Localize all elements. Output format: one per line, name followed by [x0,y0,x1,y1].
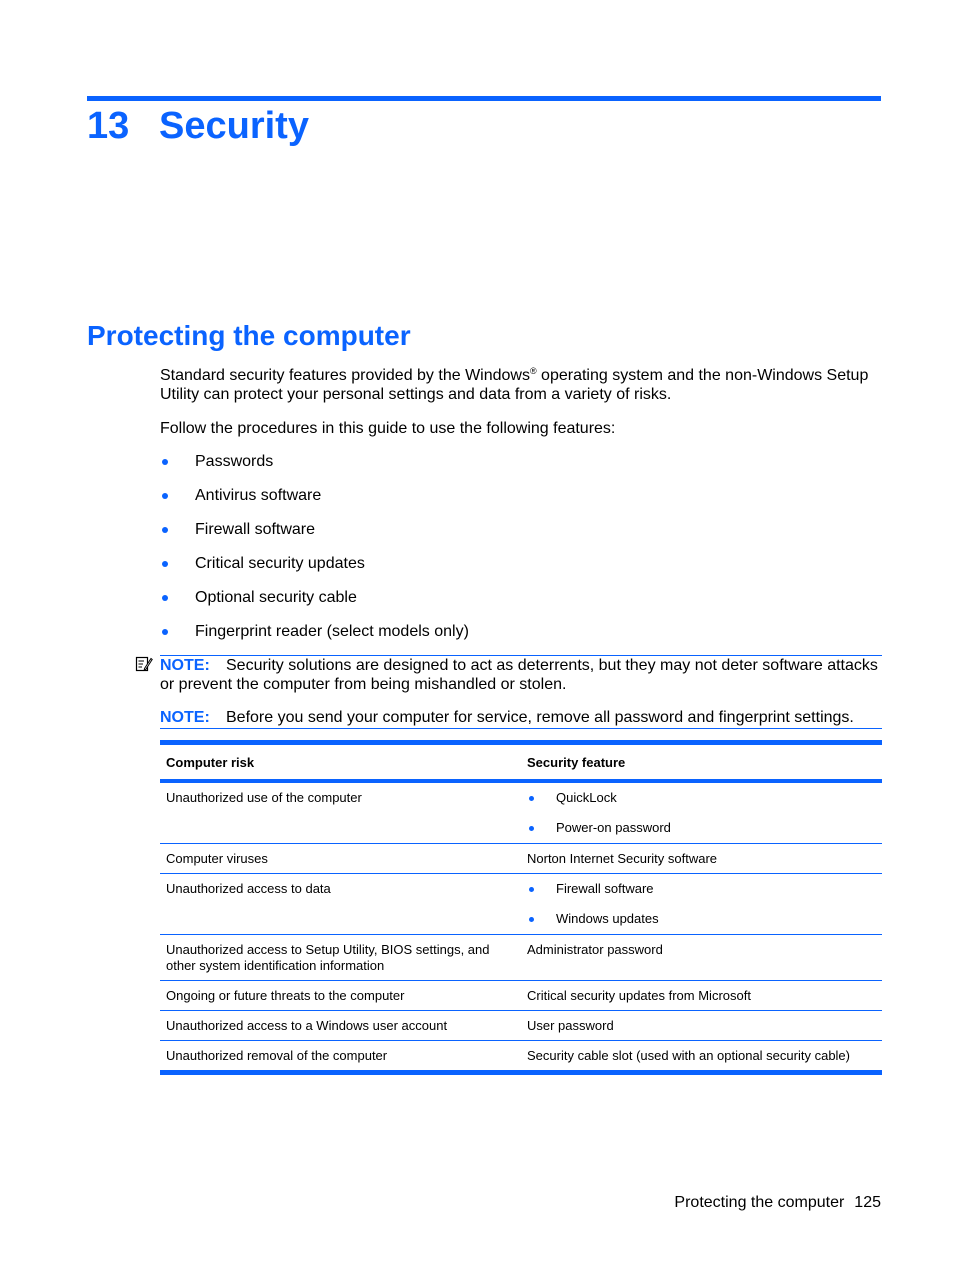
feature-label: Passwords [195,453,274,470]
feature-cell-label: Windows updates [556,911,659,926]
bullet-icon [162,595,168,601]
intro-paragraph [160,366,882,404]
intro-text-start: Standard security features provided by the Windows [160,367,530,384]
bullet-icon [162,629,168,635]
feature-cell-item [527,790,876,820]
feature-cell-item [527,881,876,911]
feature-cell: Critical security updates from Microsoft [527,988,751,1003]
bullet-icon [162,459,168,465]
footer-section: Protecting the computer [674,1194,845,1211]
feature-label: Fingerprint reader (select models only) [195,623,469,640]
feature-cell-label: QuickLock [556,790,617,805]
risk-cell: Ongoing or future threats to the computer [166,988,405,1003]
feature-cell: Norton Internet Security software [527,851,718,866]
chapter-title [87,102,309,150]
bullet-icon [529,917,534,922]
table-header-row [160,743,882,782]
note-security [160,655,882,694]
feature-cell [521,874,882,935]
note-pencil-icon [135,655,153,673]
risk-cell: Computer viruses [166,851,268,866]
feature-cell-list [527,881,876,928]
feature-label: Firewall software [195,521,316,538]
feature-label: Optional security cable [195,589,357,606]
table-row [160,874,882,935]
table-row [160,1011,882,1041]
table-row [160,781,882,844]
feature-cell: Security cable slot (used with an optional security cable) [527,1048,850,1063]
feature-cell: User password [527,1018,614,1033]
chapter-title-text: Security [159,105,309,147]
bullet-icon [162,561,168,567]
follow-paragraph: Follow the procedures in this guide to use the following features: [160,420,616,437]
feature-label: Antivirus software [195,487,322,504]
risk-cell: Unauthorized access to Setup Utility, BIOS settings, and other system identification information [166,942,490,973]
risk-cell: Unauthorized removal of the computer [166,1048,388,1063]
note-service [160,708,882,729]
risk-cell: Unauthorized access to a Windows user account [166,1018,448,1033]
bullet-icon [529,887,534,892]
chapter-number: 13 [87,105,130,147]
feature-cell [521,781,882,844]
note-label: NOTE: [160,709,210,726]
chapter-rule [87,96,881,101]
feature-cell-item [527,820,876,837]
table-row [160,844,882,874]
risk-cell: Unauthorized use of the computer [166,790,362,805]
table-row [160,981,882,1011]
page-footer [674,1193,881,1212]
bullet-icon [529,826,534,831]
header-computer-risk: Computer risk [166,755,255,770]
feature-cell-label: Firewall software [556,881,654,896]
registered-mark: ® [529,366,537,376]
table-row [160,1041,882,1073]
header-security-feature: Security feature [527,755,626,770]
section-title: Protecting the computer [87,320,411,351]
feature-cell-label: Power-on password [556,820,671,835]
table-row [160,935,882,981]
feature-cell-list [527,790,876,837]
bullet-icon [162,527,168,533]
feature-cell-item [527,911,876,928]
feature-cell: Administrator password [527,942,663,957]
bullet-icon [529,796,534,801]
note-label: NOTE: [160,657,210,674]
note-text: Before you send your computer for service, remove all password and fingerprint settings. [226,709,854,726]
page-number: 125 [854,1194,881,1211]
intro-text-end: operating system and the non-Windows Setup Utility can protect your personal settings and data from a variety of risks. [160,367,869,403]
security-table [160,740,882,1075]
risk-cell: Unauthorized access to data [166,881,331,896]
note-text: Security solutions are designed to act as deterrents, but they may not deter software attacks or prevent the computer from being mishandled or stolen. [160,657,878,693]
bullet-icon [162,493,168,499]
feature-label: Critical security updates [195,555,365,572]
